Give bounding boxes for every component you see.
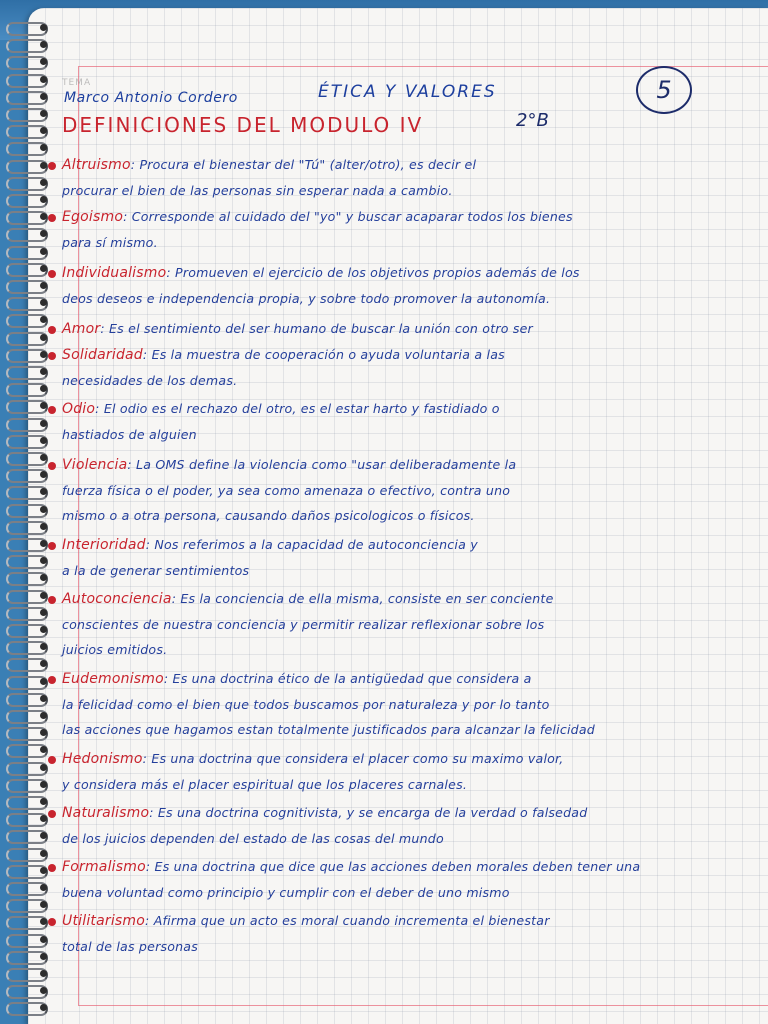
binding-hole	[40, 764, 47, 771]
entry-sep: :	[130, 157, 140, 172]
entry-line: Es una doctrina que considera el placer como su maximo valor,	[151, 751, 564, 766]
binding-hole	[40, 179, 47, 186]
entry-line: Promueven el ejercicio de los objetivos propios además de los	[175, 265, 580, 280]
bullet-dot-icon	[48, 676, 56, 684]
page-title: DEFINICIONES DEL MODULO IV	[62, 113, 424, 137]
bullet-dot-icon	[48, 462, 56, 470]
entry-odio: Odio: El odio es el rechazo del otro, es el estar harto y fastidiado o hastiados de alguien	[48, 396, 748, 447]
entry-line: Es una doctrina que dice que las acciones deben morales deben tener una	[154, 859, 641, 874]
entry-term: Solidaridad	[62, 347, 143, 363]
entry-line: Es una doctrina cognitivista, y se encarga de la verdad o falsedad	[157, 805, 588, 820]
binding-hole	[40, 695, 47, 702]
entry-term: Egoismo	[62, 209, 124, 225]
entry-formalismo: Formalismo: Es una doctrina que dice que las acciones deben morales deben tener una buena voluntad como principio y cumplir con el deber de uno mismo	[48, 854, 748, 905]
entry-line: La OMS define la violencia como "usar deliberadamente la	[136, 457, 517, 472]
bullet-dot-icon	[48, 596, 56, 604]
entry-utilitarismo: Utilitarismo: Afirma que un acto es moral cuando incrementa el bienestar total de las personas	[48, 908, 748, 959]
page-number: 5	[636, 66, 692, 114]
subject-title: ÉTICA Y VALORES	[318, 82, 497, 102]
binding-hole	[40, 454, 47, 461]
entry-line: a la de generar sentimientos	[62, 562, 250, 578]
entry-line: necesidades de los demas.	[62, 372, 238, 388]
entry-line: fuerza física o el poder, ya sea como amenaza o efectivo, contra uno	[62, 482, 511, 498]
bullet-dot-icon	[48, 162, 56, 170]
binding-hole	[40, 712, 47, 719]
entry-line: y considera más el placer espiritual que los placeres carnales.	[62, 776, 468, 792]
entry-line: Es una doctrina ético de la antigüedad que considera a	[172, 671, 532, 686]
binding-hole	[40, 953, 47, 960]
entry-amor: Amor: Es el sentimiento del ser humano de buscar la unión con otro ser	[48, 316, 748, 342]
bullet-dot-icon	[48, 864, 56, 872]
entry-line: de los juicios dependen del estado de las cosas del mundo	[62, 830, 444, 846]
binding-hole	[40, 248, 47, 255]
entry-term: Interioridad	[62, 537, 146, 553]
binding-hole	[40, 93, 47, 100]
entry-line: Es la muestra de cooperación o ayuda voluntaria a las	[151, 347, 505, 362]
entry-line: las acciones que hagamos estan totalmente justificados para alcanzar la felicidad	[62, 722, 595, 737]
entry-term: Autoconciencia	[62, 591, 172, 607]
binding-hole	[40, 76, 47, 83]
binding-hole	[40, 368, 47, 375]
entry-term: Odio	[62, 401, 96, 417]
entry-term: Violencia	[62, 457, 128, 473]
entry-line: Afirma que un acto es moral cuando incrementa el bienestar	[153, 913, 550, 928]
bullet-dot-icon	[48, 918, 56, 926]
entry-interioridad: Interioridad: Nos referimos a la capacidad de autoconciencia y a la de generar sentimientos	[48, 532, 748, 583]
binding-hole	[40, 850, 47, 857]
entry-term: Formalismo	[62, 859, 146, 875]
entry-line: Corresponde al cuidado del "yo" y buscar acaparar todos los bienes	[131, 209, 573, 224]
bullet-dot-icon	[48, 810, 56, 818]
entry-hedonismo: Hedonismo: Es una doctrina que considera el placer como su maximo valor, y considera más el placer espiritual que los placeres carnales.	[48, 746, 748, 797]
entry-line: buena voluntad como principio y cumplir con el deber de uno mismo	[62, 884, 510, 900]
entry-line: El odio es el rechazo del otro, es el estar harto y fastidiado o	[103, 401, 500, 416]
binding-hole	[40, 798, 47, 805]
binding-hole	[40, 678, 47, 685]
binding-hole	[40, 626, 47, 633]
entry-line: conscientes de nuestra conciencia y permitir realizar reflexionar sobre los	[62, 616, 545, 632]
entry-individualismo: Individualismo: Promueven el ejercicio de los objetivos propios además de los deos deseos e independencia propia, y sobre todo promover la autonomía.	[48, 260, 748, 311]
entry-line: Nos referimos a la capacidad de autoconciencia y	[154, 537, 478, 552]
binding-hole	[40, 334, 47, 341]
bullet-dot-icon	[48, 756, 56, 764]
binding-hole	[40, 609, 47, 616]
binding-hole	[40, 540, 47, 547]
entry-line: Es la conciencia de ella misma, consiste en ser conciente	[180, 591, 554, 606]
entry-line: deos deseos e independencia propia, y sobre todo promover la autonomía.	[62, 290, 551, 306]
entry-naturalismo: Naturalismo: Es una doctrina cognitivista, y se encarga de la verdad o falsedad de los juicios dependen del estado de las cosas del mundo	[48, 800, 748, 851]
binding-hole	[40, 24, 47, 31]
binding-hole	[40, 781, 47, 788]
entry-line: juicios emitidos.	[62, 642, 168, 657]
entry-line: la felicidad como el bien que todos buscamos por naturaleza y por lo tanto	[62, 696, 550, 712]
entry-autoconciencia: Autoconciencia: Es la conciencia de ella misma, consiste en ser conciente conscientes de nuestra conciencia y permitir realizar reflexionar sobre los juicios emitidos.	[48, 586, 748, 663]
binding-hole	[40, 970, 47, 977]
binding-hole	[40, 437, 47, 444]
tema-label: TEMA	[62, 78, 92, 88]
bullet-dot-icon	[48, 352, 56, 360]
entry-line: total de las personas	[62, 938, 198, 954]
binding-hole	[40, 110, 47, 117]
entry-term: Individualismo	[62, 265, 167, 281]
binding-hole	[40, 884, 47, 891]
entry-line: para sí mismo.	[62, 234, 158, 250]
binding-hole	[40, 420, 47, 427]
bullet-dot-icon	[48, 542, 56, 550]
binding-hole	[40, 196, 47, 203]
entry-line: Procura el bienestar del "Tú" (alter/otro), es decir el	[139, 157, 477, 172]
entry-line: procurar el bien de las personas sin esperar nada a cambio.	[62, 182, 453, 198]
entry-eudemonismo: Eudemonismo: Es una doctrina ético de la antigüedad que considera a la felicidad como el bien que todos buscamos por naturaleza y por lo tanto las acciones que hagamos estan totalmente justificados para alcanzar la felicidad	[48, 666, 748, 743]
entry-altruismo	[48, 152, 748, 203]
binding-hole	[40, 282, 47, 289]
binding-hole	[40, 265, 47, 272]
entry-violencia: Violencia: La OMS define la violencia como "usar deliberadamente la fuerza física o el poder, ya sea como amenaza o efectivo, contra uno mismo o a otra persona, causando daños psicologicos o físicos.	[48, 452, 748, 529]
bullet-dot-icon	[48, 214, 56, 222]
binding-hole	[40, 936, 47, 943]
entry-solidaridad: Solidaridad: Es la muestra de cooperación o ayuda voluntaria a las necesidades de los demas.	[48, 342, 748, 393]
entry-term: Amor	[62, 321, 101, 337]
binding-hole	[40, 351, 47, 358]
binding-hole	[40, 592, 47, 599]
bullet-dot-icon	[48, 326, 56, 334]
binding-hole	[40, 867, 47, 874]
entry-term: Altruismo	[62, 157, 131, 173]
entry-egoismo: Egoismo: Corresponde al cuidado del "yo" y buscar acaparar todos los bienes para sí mismo.	[48, 204, 748, 255]
student-name: Marco Antonio Cordero	[64, 90, 238, 106]
binding-hole	[40, 506, 47, 513]
entry-term: Eudemonismo	[62, 671, 164, 687]
bullet-dot-icon	[48, 406, 56, 414]
bullet-dot-icon	[48, 270, 56, 278]
entry-term: Hedonismo	[62, 751, 143, 767]
entry-term: Naturalismo	[62, 805, 150, 821]
entry-line: mismo o a otra persona, causando daños psicologicos o físicos.	[62, 508, 475, 523]
group-label: 2°B	[516, 110, 549, 131]
binding-hole	[40, 523, 47, 530]
entry-term: Utilitarismo	[62, 913, 146, 929]
entry-line: Es el sentimiento del ser humano de buscar la unión con otro ser	[109, 321, 533, 336]
binding-hole	[40, 162, 47, 169]
entry-line: hastiados de alguien	[62, 426, 197, 442]
